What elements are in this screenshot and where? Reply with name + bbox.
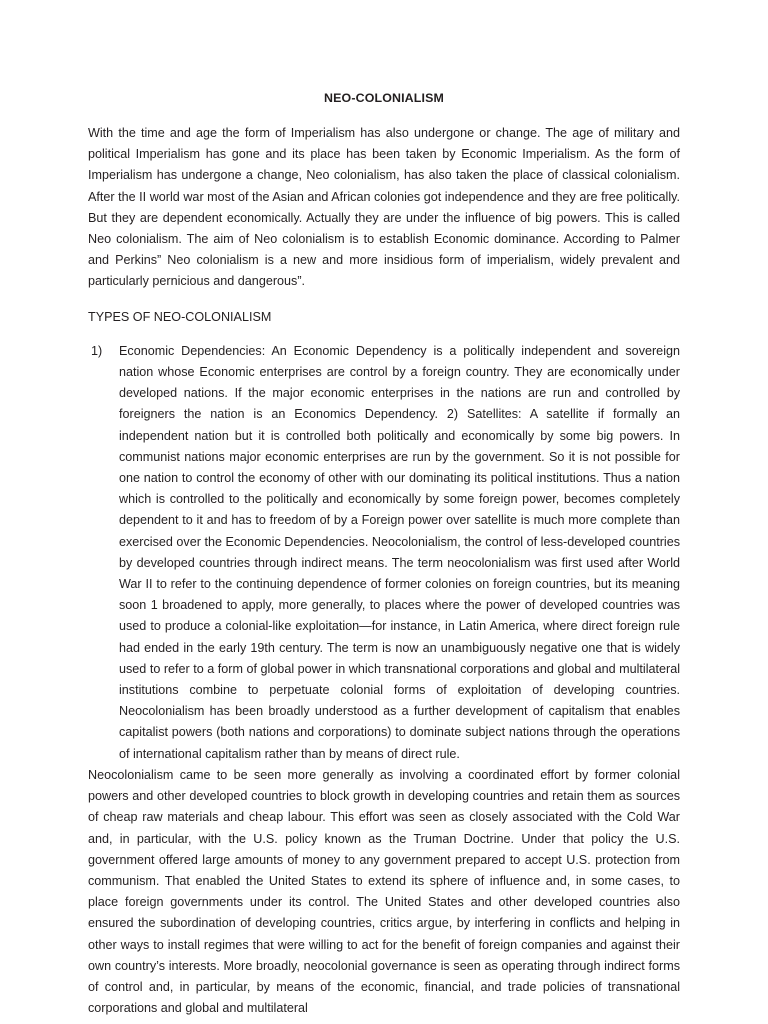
- list-item: [91, 341, 680, 765]
- section-label-types: TYPES OF NEO-COLONIALISM: [88, 309, 272, 324]
- list-item-text: Economic Dependencies: An Economic Dependency is a politically independent and sovereign nation whose Economic enterprises are control by a foreign country. They are economically under developed nations. If the major economic enterprises in the nations are run and controlled by foreigners the nation is an Economics Dependency. 2) Satellites: A satellite if formally an independent nation but it is controlled both politically and economically by some big powers. In communist nations major economic enterprises are run by the government. So it is not possible for one nation to control the economy of other with our dominating its political institutions. Thus a nation which is controlled to the politically and economically by some foreign power, becomes completely dependent to it and has to freedom of by a Foreign power over satellite is much more complete than exercised over the Economic Dependencies. Neocolonialism, the control of less-developed countries by developed countries through indirect means. The term neocolonialism was first used after World War II to refer to the continuing dependence of former colonies on foreign countries, but its meaning soon 1 broadened to apply, more generally, to places where the power of developed countries was used to produce a colonial-like exploitation—for instance, in Latin America, where direct foreign rule had ended in the early 19th century. The term is now an unambiguously negative one that is widely used to refer to a form of global power in which transnational corporations and global and multilateral institutions combine to perpetuate colonial forms of exploitation of developing countries. Neocolonialism has been broadly understood as a further development of capitalism that enables capitalist powers (both nations and corporations) to dominate subject nations through the operations of international capitalism rather than by means of direct rule.: [119, 343, 680, 761]
- intro-paragraph: With the time and age the form of Imperialism has also undergone or change. The age of military and political Imperialism has gone and its place has been taken by Economic Imperialism. As the form of Imperialism has undergone a change, Neo colonialism, has also taken the place of classical colonialism. After the II world war most of the Asian and African colonies got independence and they are free politically. But they are dependent economically. Actually they are under the influence of big powers. This is called Neo colonialism. The aim of Neo colonialism is to establish Economic dominance. According to Palmer and Perkins” Neo colonialism is a new and more insidious form of imperialism, widely prevalent and particularly pernicious and dangerous”.: [88, 126, 680, 289]
- page-title: NEO-COLONIALISM: [324, 91, 444, 105]
- closing-paragraph: Neocolonialism came to be seen more generally as involving a coordinated effort by former colonial powers and other developed countries to block growth in developing countries and retain them as sources of cheap raw materials and cheap labour. This effort was seen as closely associated with the Cold War and, in particular, with the U.S. policy known as the Truman Doctrine. Under that policy the U.S. government offered large amounts of money to any government prepared to accept U.S. protection from communism. That enabled the United States to extend its sphere of influence and, in some cases, to place foreign governments under its control. The United States and other developed countries also ensured the subordination of developing countries, critics argue, by interfering in conflicts and helping in other ways to install regimes that were willing to act for the benefit of foreign companies and against their own country’s interests. More broadly, neocolonial governance is seen as operating through indirect forms of control and, in particular, by means of the economic, financial, and trade policies of transnational corporations and global and multilateral: [88, 767, 680, 1016]
- types-list: [88, 341, 680, 765]
- list-item-marker: 1): [91, 343, 103, 358]
